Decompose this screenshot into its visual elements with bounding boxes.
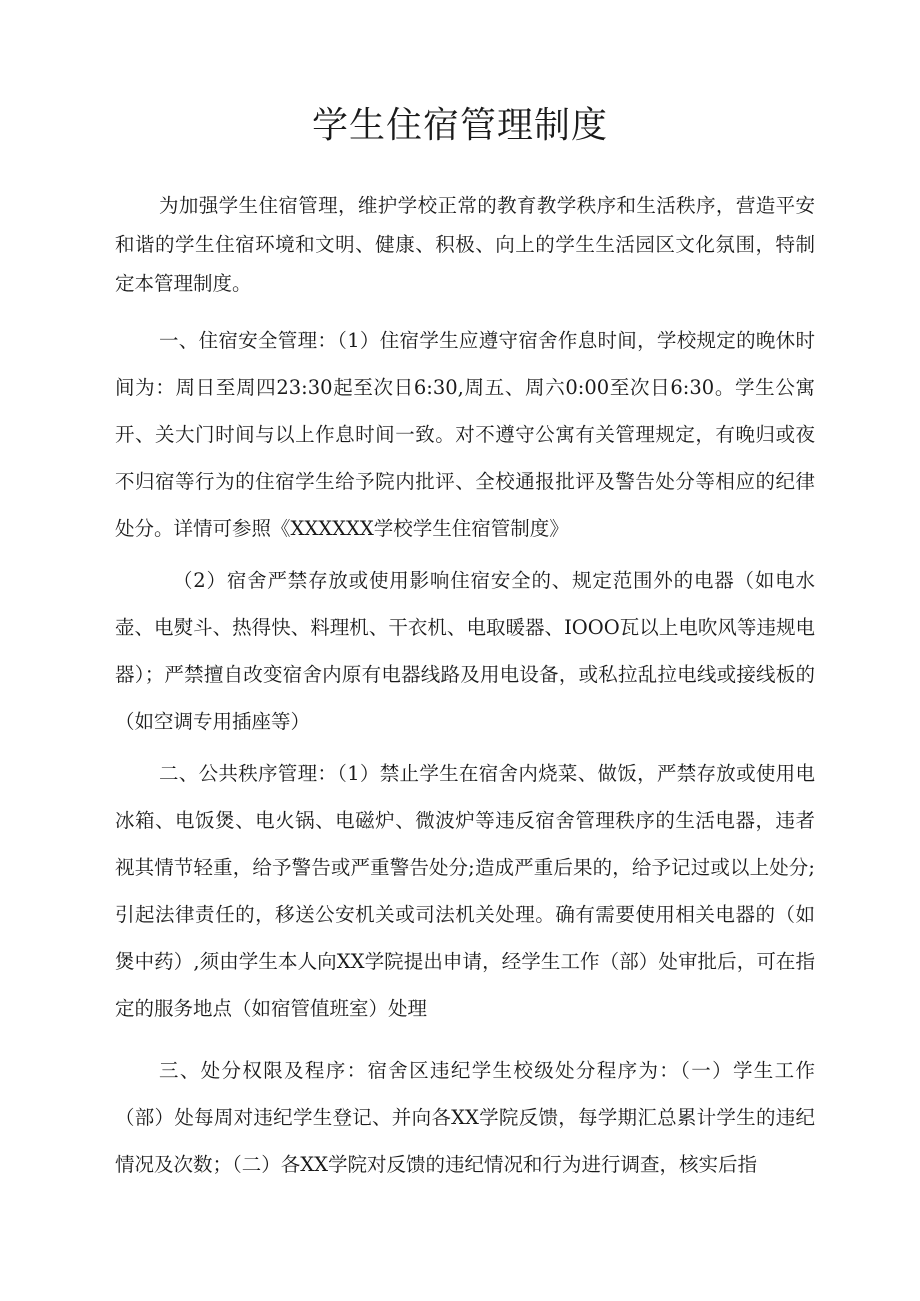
- section3-disciplinary-procedure-paragraph: 三、处分权限及程序：宿舍区违纪学生校级处分程序为：（一）学生工作（部）处每周对违纪学生登记、并向各XX学院反馈，每学期汇总累计学生的违纪情况及次数；（二）各XX学院对反馈的违纪情况和行为进行调查，核实后指: [115, 1059, 815, 1176]
- page-title: 学生住宿管理制度: [311, 105, 608, 146]
- intro-paragraph: 为加强学生住宿管理，维护学校正常的教育教学秩序和生活秩序，营造平安和谐的学生住宿环境和文明、健康、积极、向上的学生生活园区文化氛围，特制定本管理制度。: [115, 194, 815, 295]
- section1-electrical-appliances-paragraph: （2）宿舍严禁存放或使用影响住宿安全的、规定范围外的电器（如电水壶、电熨斗、热得快、料理机、干衣机、电取暖器、IOOO瓦以上电吹风等违规电器）；严禁擅自改变宿舍内原有电器线路及用电设备，或私拉乱拉电线或接线板的（如空调专用插座等）: [115, 569, 815, 733]
- section1-accommodation-safety-paragraph: 一、住宿安全管理：（1）住宿学生应遵守宿舍作息时间，学校规定的晚休时间为：周日至周四23:30起至次日6:30,周五、周六0:00至次日6:30。学生公寓开、关大门时间与以上作息时间一致。对不遵守公寓有关管理规定，有晚归或夜不归宿等行为的住宿学生给予院内批评、全校通报批评及警告处分等相应的纪律处分。详情可参照《XXXXXX学校学生住宿管制度》: [115, 329, 815, 540]
- section2-public-order-paragraph: 二、公共秩序管理：（1）禁止学生在宿舍内烧菜、做饭，严禁存放或使用电冰箱、电饭煲、电火锅、电磁炉、微波炉等违反宿舍管理秩序的生活电器，违者视其情节轻重，给予警告或严重警告处分;造成严重后果的，给予记过或以上处分;引起法律责任的，移送公安机关或司法机关处理。确有需要使用相关电器的（如煲中药）,须由学生本人向XX学院提出申请，经学生工作（部）处审批后，可在指定的服务地点（如宿管值班室）处理: [115, 762, 815, 1020]
- document-body: [115, 186, 815, 1188]
